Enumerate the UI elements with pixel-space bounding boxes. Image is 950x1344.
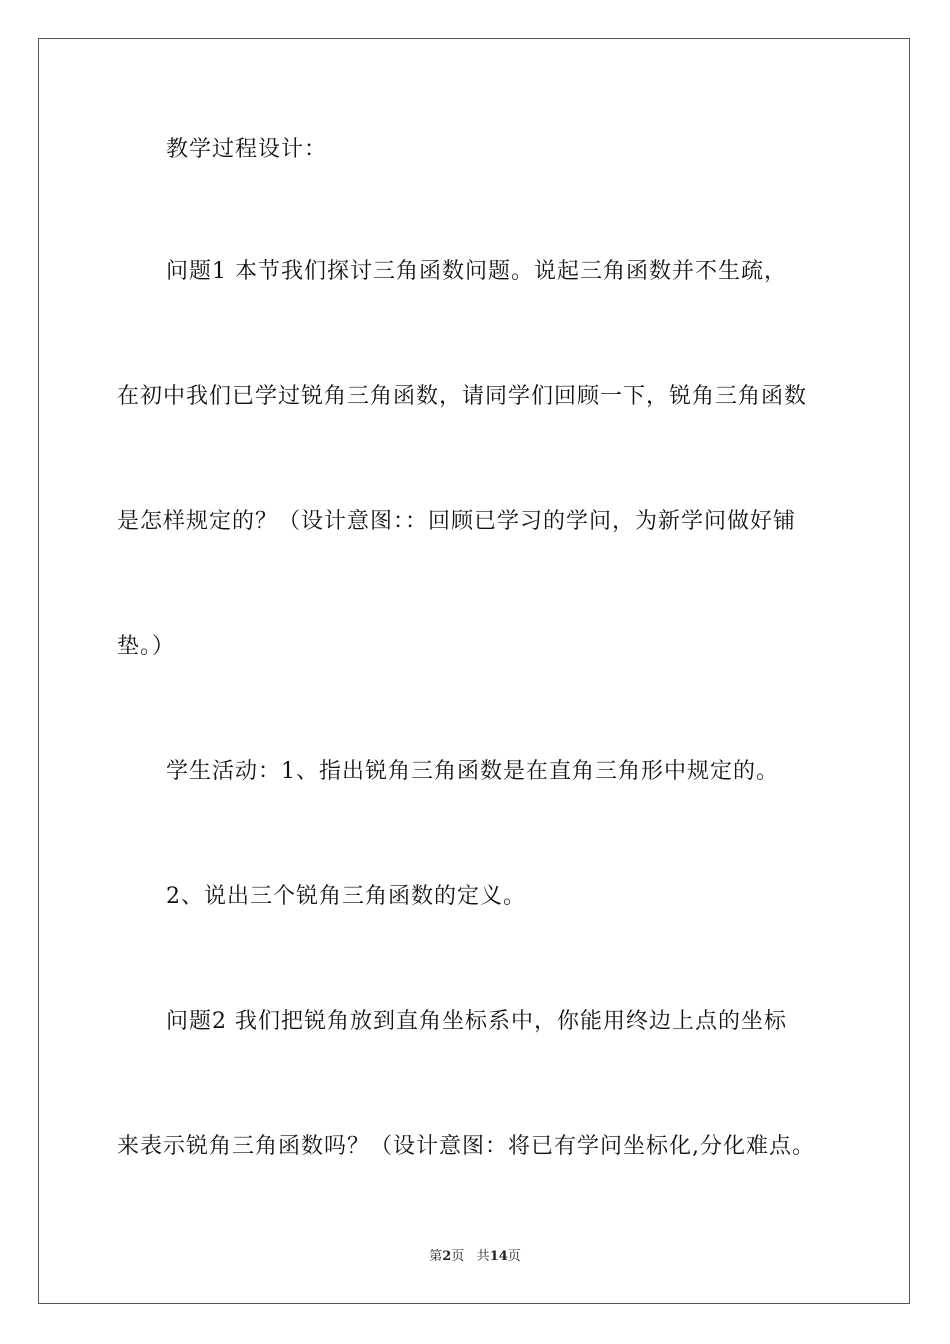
footer-page-prefix: 第 [429, 1249, 443, 1264]
footer-total-prefix: 共 [476, 1249, 490, 1264]
paragraph-line: 2、说出三个锐角三角函数的定义。 [166, 884, 526, 909]
footer-total-suffix: 页 [507, 1249, 521, 1264]
footer-page-number: 2 [442, 1249, 452, 1264]
page-footer [0, 1248, 950, 1266]
paragraph-line: 在初中我们已学过锐角三角函数，请同学们回顾一下，锐角三角函数 [117, 384, 808, 409]
page-border [38, 38, 910, 1304]
paragraph-line: 问题1 本节我们探讨三角函数问题。说起三角函数并不生疏， [166, 259, 787, 284]
paragraph-line: 学生活动：1、指出锐角三角函数是在直角三角形中规定的。 [166, 759, 779, 784]
paragraph-line: 是怎样规定的？（设计意图：：回顾已学习的学问，为新学问做好铺 [117, 509, 797, 534]
paragraph-line: 问题2 我们把锐角放到直角坐标系中，你能用终边上点的坐标 [166, 1009, 787, 1034]
paragraph-line: 来表示锐角三角函数吗？（设计意图：将已有学问坐标化,分化难点。 [117, 1134, 815, 1159]
footer-page-suffix: 页 [451, 1249, 465, 1264]
footer-total-pages: 14 [489, 1249, 508, 1264]
paragraph-line: 垫。） [117, 634, 176, 659]
paragraph-heading: 教学过程设计： [166, 137, 328, 162]
